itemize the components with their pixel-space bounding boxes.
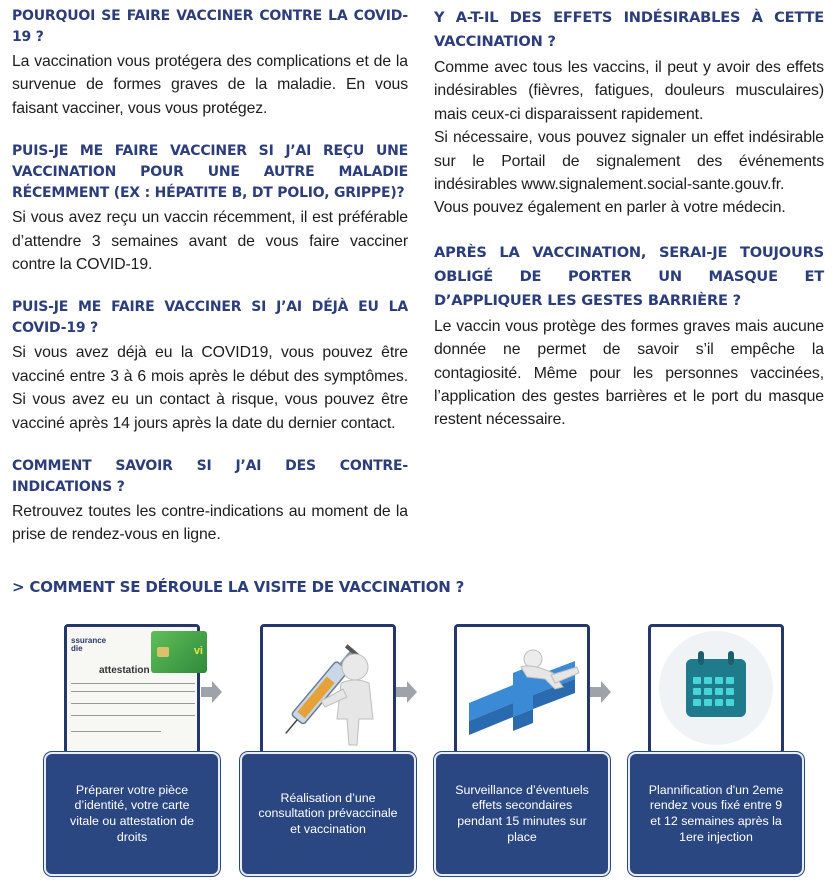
faq-title: COMMENT SAVOIR SI J’AI DES CONTRE-INDICATIONS ? <box>12 458 408 496</box>
faq-title: Y A-T-IL DES EFFETS INDÉSIRABLES À CETTE VACCINATION ? <box>434 9 824 50</box>
step-caption: Réalisation d’une consultation prévaccinale et vaccination <box>240 752 416 876</box>
faq-answer <box>12 50 408 120</box>
faq-mask-after-vaccination <box>434 241 824 432</box>
step-caption: Surveillance d’éventuels effets secondaires pendant 15 minutes sur place <box>434 752 610 876</box>
faq-title: PUIS-JE ME FAIRE VACCINER SI J’AI REÇU UNE VACCINATION POUR UNE AUTRE MALADIE RÉCEMMENT (EX : HÉPATITE B, DT POLIO, GRIPPE)? <box>12 143 408 202</box>
faq-contraindications <box>12 456 408 547</box>
calendar-icon <box>648 624 784 754</box>
attestation-heading: attestation <box>99 665 150 676</box>
step-caption: Préparer votre pièce d’identité, votre carte vitale ou attestation de droits <box>44 752 220 876</box>
faq-answer <box>12 206 408 276</box>
visit-step-2 <box>240 624 416 876</box>
insurance-brand-text: ssurance die <box>71 636 107 653</box>
faq-answer <box>12 500 408 547</box>
faq-paragraph: La vaccination vous protégera des complications et de la survenue de formes graves de la maladie. En vous faisant vacciner, vous vous protégez. <box>12 53 408 117</box>
visit-step-3 <box>434 624 610 876</box>
faq-title: POURQUOI SE FAIRE VACCINER CONTRE LA COVID-19 ? <box>12 8 408 45</box>
right-column <box>434 6 824 453</box>
faq-paragraph: Retrouvez toutes les contre-indications au moment de la prise de rendez-vous en ligne. <box>12 503 408 544</box>
faq-answer <box>434 315 824 432</box>
visit-step-4 <box>628 624 804 876</box>
faq-title: PUIS-JE ME FAIRE VACCINER SI J’AI DÉJÀ EU LA COVID-19 ? <box>12 299 408 337</box>
blue-cross-figure-icon <box>454 624 590 754</box>
arrow-right-icon <box>590 680 612 704</box>
health-card-label: vi <box>193 645 203 657</box>
faq-paragraph: Vous pouvez également en parler à votre médecin. <box>434 199 786 217</box>
health-card-icon <box>151 631 207 673</box>
visit-step-1 <box>44 624 220 876</box>
faq-paragraph: Si vous avez déjà eu la COVID19, vous pouvez être vacciné entre 3 à 6 mois après le début des symptômes. Si vous avez eu un contact à risque, vous pouvez être vacciné après 14 jours après la date du dernier contact. <box>12 344 408 432</box>
faq-answer <box>12 341 408 435</box>
faq-paragraph: Si nécessaire, vous pouvez signaler un effet indésirable sur le Portail de signalement des événements indésirables www.signalement.social-sante.gouv.fr. <box>434 129 824 194</box>
faq-title: APRÈS LA VACCINATION, SERAI-JE TOUJOURS OBLIGÉ DE PORTER UN MASQUE ET D’APPLIQUER LES GESTES BARRIÈRE ? <box>434 243 824 309</box>
faq-paragraph: Comme avec tous les vaccins, il peut y avoir des effets indésirables (fièvres, fatigues, douleurs musculaires) mais ceux-ci disparaissent rapidement. <box>434 59 824 123</box>
arrow-right-icon <box>396 680 418 704</box>
attestation-document-icon <box>64 624 203 754</box>
left-column <box>12 6 408 568</box>
faq-other-vaccine <box>12 141 408 276</box>
faq-why-vaccinate <box>12 6 408 120</box>
arrow-right-icon <box>201 680 223 704</box>
visit-section-title: > COMMENT SE DÉROULE LA VISITE DE VACCINATION ? <box>12 578 465 596</box>
faq-side-effects <box>434 6 824 220</box>
faq-paragraph: Si vous avez reçu un vaccin récemment, il est préférable d’attendre 3 semaines avant de vous faire vacciner contre la COVID-19. <box>12 209 408 274</box>
faq-already-had-covid <box>12 297 408 435</box>
syringe-figure-icon <box>260 624 396 754</box>
faq-paragraph: Le vaccin vous protège des formes graves mais aucune donnée ne permet de savoir s’il empêche la contagiosité. Même pour les personnes vaccinées, l’application des gestes barrières et le port du masque restent nécessaire. <box>434 317 824 429</box>
faq-answer <box>434 56 824 220</box>
step-caption: Plannification d'un 2eme rendez vous fixé entre 9 et 12 semaines après la 1ere injection <box>628 752 804 876</box>
